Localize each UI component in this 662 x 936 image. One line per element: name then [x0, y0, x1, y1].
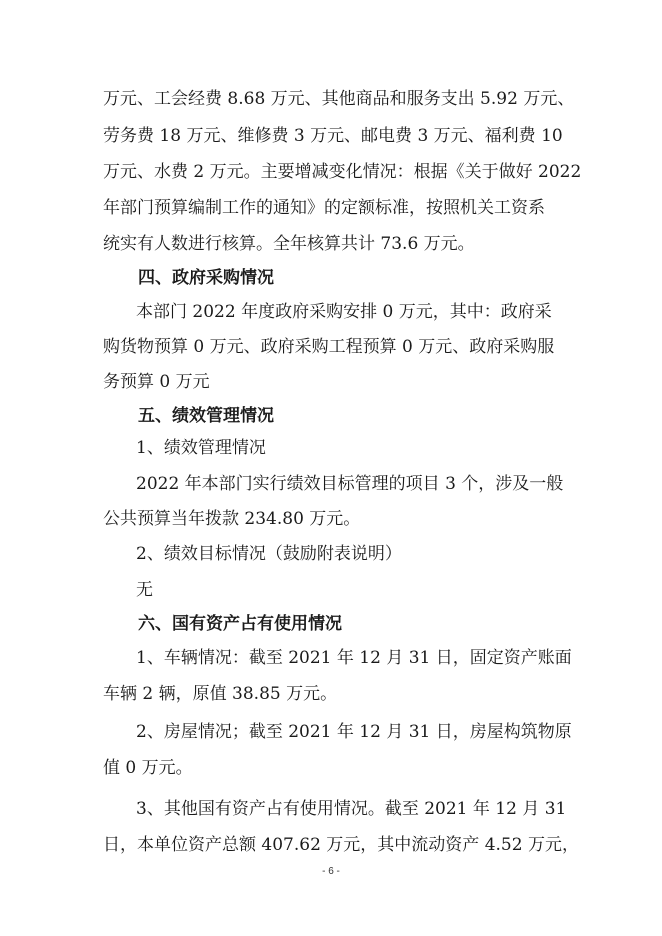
line-12: 2022 年本部门实行绩效目标管理的项目 3 个，涉及一般 [136, 474, 564, 494]
line-13: 公共预算当年拨款 234.80 万元。 [103, 509, 361, 529]
line-1: 万元、工会经费 8.68 万元、其他商品和服务支出 5.92 万元、 [103, 89, 575, 109]
line-9: 务预算 0 万元 [103, 372, 210, 392]
line-22: 日，本单位资产总额 407.62 万元，其中流动资产 4.52 万元， [103, 835, 579, 855]
line-19: 2、房屋情况；截至 2021 年 12 月 31 日，房屋构筑物原 [136, 722, 572, 742]
line-4: 年部门预算编制工作的通知》的定额标准，按照机关工资系 [103, 198, 545, 218]
line-3: 万元、水费 2 万元。主要增减变化情况：根据《关于做好 2022 [103, 162, 582, 182]
line-15: 无 [136, 580, 153, 600]
page-number: - 6 - [322, 866, 340, 877]
heading-performance-management: 五、绩效管理情况 [138, 406, 274, 426]
line-20: 值 0 万元。 [103, 758, 193, 778]
line-5: 统实有人数进行核算。全年核算共计 73.6 万元。 [103, 234, 475, 254]
line-18: 车辆 2 辆，原值 38.85 万元。 [103, 684, 338, 704]
line-14: 2、绩效目标情况（鼓励附表说明） [136, 544, 402, 564]
heading-state-assets: 六、国有资产占有使用情况 [138, 614, 342, 634]
line-11: 1、绩效管理情况 [136, 438, 266, 458]
line-7: 本部门 2022 年度政府采购安排 0 万元，其中：政府采 [136, 302, 552, 322]
line-21: 3、其他国有资产占有使用情况。截至 2021 年 12 月 31 [136, 799, 567, 819]
heading-government-procurement: 四、政府采购情况 [138, 268, 274, 288]
line-8: 购货物预算 0 万元、政府采购工程预算 0 万元、政府采购服 [103, 337, 555, 357]
line-17: 1、车辆情况：截至 2021 年 12 月 31 日，固定资产账面 [136, 648, 572, 668]
line-2: 劳务费 18 万元、维修费 3 万元、邮电费 3 万元、福利费 10 [103, 126, 563, 146]
